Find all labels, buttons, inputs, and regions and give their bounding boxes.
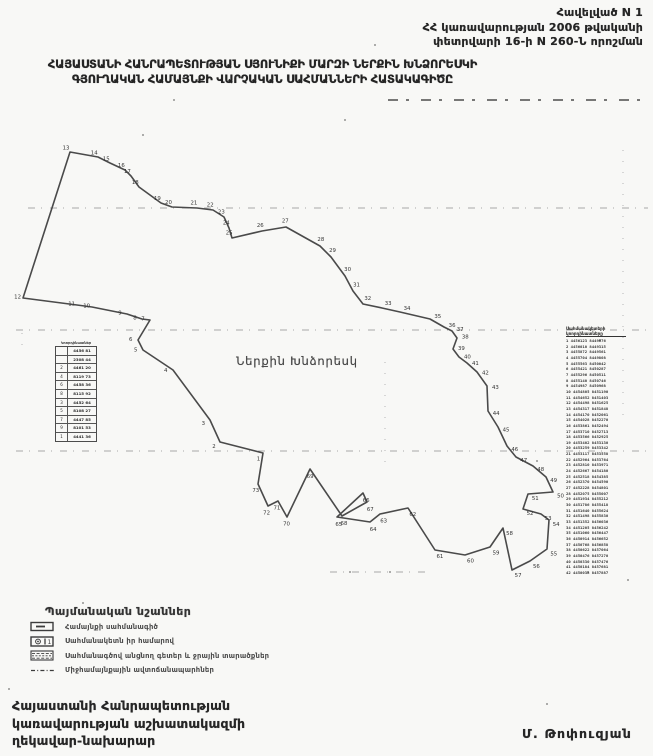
- border-point-number: 51: [531, 495, 539, 502]
- border-point-number: 33: [384, 300, 392, 307]
- scan-speck: [349, 571, 351, 573]
- left-table-row: 5 8108 27: [56, 407, 96, 416]
- border-point-number: 57: [514, 573, 522, 580]
- scan-speck: [389, 571, 391, 573]
- border-point-number: 9: [118, 310, 122, 317]
- border-point-number: 73: [252, 487, 260, 494]
- legend-item-border-point: [30, 636, 310, 647]
- left-table-row: 1 4441 36: [56, 433, 96, 441]
- right-table-row: 38 4450622 8457064: [566, 547, 609, 553]
- right-table-row: 36 4450914 8456652: [566, 535, 609, 541]
- right-table-row: 17 4453710 8452713: [566, 428, 609, 434]
- legend: [30, 605, 310, 676]
- right-table-row: 12 4454498 8451625: [566, 400, 609, 406]
- border-point-number: 56: [532, 563, 540, 570]
- border-point-number: 15: [102, 156, 110, 163]
- legend-item-boundary: [30, 621, 310, 632]
- dashed-road-icon: [30, 665, 56, 676]
- border-point-number: 34: [403, 305, 411, 312]
- left-table-row: 8 8115 92: [56, 390, 96, 399]
- decree-date-line: փետրվարի 16-ի N 260-Ն որոշման: [433, 35, 643, 48]
- border-point-number: 2: [212, 444, 216, 451]
- border-point-number: 3: [201, 420, 206, 427]
- left-table-row: 4456 81: [56, 347, 96, 356]
- border-point-number: 35: [434, 314, 442, 321]
- legend-item-water: [30, 650, 310, 661]
- right-table-row: 27 4452228 8454801: [566, 485, 609, 491]
- signer-line-3: ղեկավար-նախարար: [12, 733, 156, 748]
- scan-speck: [546, 703, 548, 705]
- right-coordinate-table: [566, 326, 626, 576]
- right-coordinate-list: [566, 338, 626, 576]
- border-point-number: 58: [506, 530, 513, 537]
- border-point-number: 63: [380, 518, 388, 525]
- border-point-number: 45: [502, 427, 510, 434]
- border-point-number: 53: [544, 516, 552, 523]
- signer-block: [12, 697, 245, 750]
- border-point-number: 23: [217, 209, 225, 216]
- right-table-row: 28 4452075 8455007: [566, 490, 609, 496]
- right-table-header-line-1: Սահմանակետերի: [566, 326, 606, 331]
- right-table-row: 37 4450768 8456858: [566, 541, 609, 547]
- border-point-number: 52: [526, 511, 534, 518]
- right-table-row: 33 4451352 8456036: [566, 519, 609, 524]
- border-point-number: 26: [256, 222, 264, 229]
- right-table-row: 11 4454652 8451403: [566, 394, 609, 400]
- border-point-number: 49: [550, 478, 558, 485]
- right-table-row: 29 4451934 8455212: [566, 496, 609, 502]
- right-table-row: 19 4453402 8453130: [566, 439, 609, 445]
- border-point-number: 6: [129, 337, 133, 344]
- border-point-number: 17: [123, 169, 131, 176]
- scan-speck: [8, 688, 10, 690]
- border-point-number: 20: [165, 200, 172, 207]
- border-point-number: 67: [366, 506, 374, 513]
- title-line-2: ԳՅՈՒՂԱԿԱՆ ՀԱՄԱՅՆՔԻ ՎԱՐՉԱԿԱՆ ՍԱՀՄԱՆՆԵՐԻ ՀԱՏԱԿԱԳԻԾԸ: [71, 72, 454, 86]
- left-table-row: 4 8119 73: [56, 373, 96, 382]
- right-table-row: 23 4452810 8453971: [566, 462, 609, 468]
- scan-speck: [536, 460, 538, 462]
- scan-speck: [627, 579, 629, 581]
- right-table-row: 25 4452518 8454385: [566, 473, 609, 479]
- border-point-number: 29: [329, 248, 336, 255]
- left-table-row: 3 4452 64: [56, 399, 96, 408]
- right-table-header: [566, 326, 626, 337]
- community-name-label: Ներքին Խնձորեսկ: [236, 354, 358, 368]
- left-table-row: 6 4458 36: [56, 381, 96, 390]
- scan-speck: [82, 602, 84, 604]
- scan-speck: [344, 119, 346, 121]
- left-table-row: 9 8101 53: [56, 424, 96, 433]
- border-point-number: 21: [190, 200, 198, 207]
- right-table-row: 15 4454028 8452270: [566, 417, 609, 423]
- left-table-row: 7 4447 85: [56, 416, 96, 425]
- border-point-number: 69: [306, 473, 314, 480]
- right-table-row: 4 4455704 8449808: [566, 354, 606, 360]
- scan-speck: [173, 99, 175, 101]
- right-table-row: 9 4454987 8450968: [566, 383, 606, 389]
- legend-item-road: [30, 665, 310, 676]
- left-coordinate-table-body: [55, 346, 97, 442]
- border-point-number: 62: [409, 512, 417, 519]
- scan-speck: [142, 134, 144, 136]
- right-table-row: 5 4455563 8450042: [566, 360, 606, 366]
- border-point-number: 38: [461, 334, 469, 341]
- signer-line-1: Հայաստանի Հանրապետության: [12, 698, 231, 713]
- right-table-row: 2 4456010 8449315: [566, 343, 606, 349]
- border-point-number: 25: [225, 230, 233, 237]
- border-point-number: 14: [90, 150, 98, 157]
- signer-line-2: կառավարության աշխատակազմի: [12, 715, 246, 731]
- right-table-row: 35 4451060 8456447: [566, 530, 609, 536]
- border-point-number: 28: [317, 237, 325, 244]
- svg-text:1: 1: [47, 638, 52, 646]
- border-point-number: 60: [467, 558, 474, 565]
- border-point-number: 66: [362, 497, 370, 504]
- left-table-row: 2 4461 20: [56, 364, 96, 373]
- border-point-number: 16: [117, 163, 125, 170]
- legend-item-border-point-label: Սահմանակետն իր համարով: [65, 637, 175, 646]
- right-table-row: 22 4452964 8453764: [566, 456, 609, 462]
- legend-item-water-label: Սահմանագծով անցնող գետեր և ջրային տարածքներ: [65, 651, 270, 660]
- border-point-number: 47: [520, 458, 528, 465]
- appendix-number: Հավելված N 1: [556, 6, 643, 19]
- border-point-number: 32: [364, 295, 372, 302]
- border-point-number: 1: [256, 456, 261, 463]
- border-point-number: 22: [206, 202, 214, 209]
- border-point-number: 39: [457, 346, 465, 353]
- border-point-number: 64: [369, 526, 377, 533]
- border-point-number: 59: [492, 550, 500, 557]
- scan-speck: [374, 44, 376, 46]
- hatched-zone-icon: [30, 650, 56, 661]
- right-table-row: 1 4456123 8449076: [566, 338, 606, 343]
- right-table-row: 26 4452370 8454590: [566, 479, 609, 485]
- right-table-row: 39 4450476 8457270: [566, 552, 609, 558]
- right-table-row: 32 4451498 8455830: [566, 513, 609, 519]
- border-point-number: 30: [344, 267, 352, 274]
- border-point-number: 70: [283, 521, 290, 528]
- numbered-point-icon: [30, 636, 56, 647]
- border-point-number: 5: [134, 347, 138, 354]
- signature-name: Մ. Թոփուզյան: [522, 726, 632, 741]
- right-table-row: 31 4451640 8455624: [566, 507, 609, 513]
- right-table-row: 18 4453566 8452925: [566, 434, 609, 440]
- right-table-row: 8 4455140 8450746: [566, 377, 606, 383]
- border-point-number: 50: [557, 493, 564, 500]
- right-table-row: 34 4451205 8456242: [566, 524, 609, 530]
- border-point-number: 10: [83, 303, 91, 310]
- border-point-number: 12: [14, 294, 22, 301]
- border-point-number: 24: [222, 220, 230, 227]
- legend-title: Պայմանական նշաններ: [45, 605, 192, 618]
- right-table-row: 7 4455296 8450511: [566, 371, 606, 377]
- right-table-row: 10 4454805 8451190: [566, 388, 609, 394]
- right-table-row: 30 4451786 8455418: [566, 502, 609, 508]
- title-line-1: ՀԱՅԱՍՏԱՆԻ ՀԱՆՐԱՊԵՏՈՒԹՅԱՆ ՍՅՈՒՆԻՔԻ ՄԱՐԶԻ ՆԵՐՔԻՆ ԽՆՁՈՐԵՍԿԻ: [47, 57, 478, 71]
- border-point-number: 36: [448, 322, 456, 329]
- left-table-row: 2308 44: [56, 356, 96, 365]
- border-point-number: 72: [263, 510, 271, 517]
- border-point-number: 54: [552, 522, 560, 529]
- right-table-header-line-2: կոորդինատները: [566, 331, 603, 336]
- legend-item-boundary-label: Համայնքի սահմանագիծ: [65, 622, 159, 631]
- right-table-row: 21 4453117 8453558: [566, 451, 609, 457]
- border-point-number: 7: [141, 316, 145, 323]
- border-point-number: 71: [273, 505, 281, 512]
- border-point-number: 27: [281, 218, 289, 225]
- border-point-number: 19: [153, 196, 161, 203]
- left-coordinate-table: [55, 341, 97, 442]
- border-point-number: 43: [491, 384, 499, 391]
- boundary-line-icon: [30, 621, 56, 632]
- border-point-number: 41: [471, 360, 479, 367]
- border-point-number: 37: [456, 327, 464, 334]
- border-point-number: 65: [335, 521, 343, 528]
- right-table-row: 14 4454170 8452061: [566, 411, 609, 417]
- right-table-row: 24 4452667 8454180: [566, 468, 609, 474]
- border-point-number: 42: [481, 370, 489, 377]
- border-point-number: 8: [133, 315, 137, 322]
- right-table-row: 3 4455872 8449561: [566, 349, 606, 355]
- right-table-row: 16 4453861 8452494: [566, 422, 609, 428]
- border-point-number: 4: [164, 368, 168, 375]
- left-table-caption: Կոորդինատներ: [60, 341, 92, 345]
- decree-authority-line: ՀՀ կառավարության 2006 թվականի: [422, 20, 643, 34]
- border-point-number: 55: [550, 551, 558, 558]
- border-point-number: 61: [436, 554, 444, 561]
- border-point-number: 48: [537, 467, 545, 474]
- border-point-number: 44: [492, 410, 500, 417]
- right-table-row: 42 4450038 8457887: [566, 569, 609, 575]
- right-table-row: 6 4455421 8450287: [566, 366, 606, 372]
- right-table-row: 13 4454317 8451848: [566, 405, 609, 411]
- border-point-number: 31: [353, 282, 360, 289]
- border-point-number: 18: [131, 180, 139, 187]
- legend-item-road-label: Միջհամայնքային ավտոճանապարհներ: [65, 666, 215, 675]
- right-table-row: 40 4450330 8457476: [566, 558, 609, 564]
- border-point-number: 13: [62, 145, 70, 152]
- border-point-number: 68: [340, 520, 348, 527]
- border-point-number: 46: [511, 446, 519, 453]
- right-table-row: 20 4453259 8453342: [566, 445, 609, 451]
- border-point-number: 40: [463, 354, 471, 361]
- border-point-number: 11: [68, 301, 76, 308]
- right-table-row: 41 4450184 8457681: [566, 564, 609, 570]
